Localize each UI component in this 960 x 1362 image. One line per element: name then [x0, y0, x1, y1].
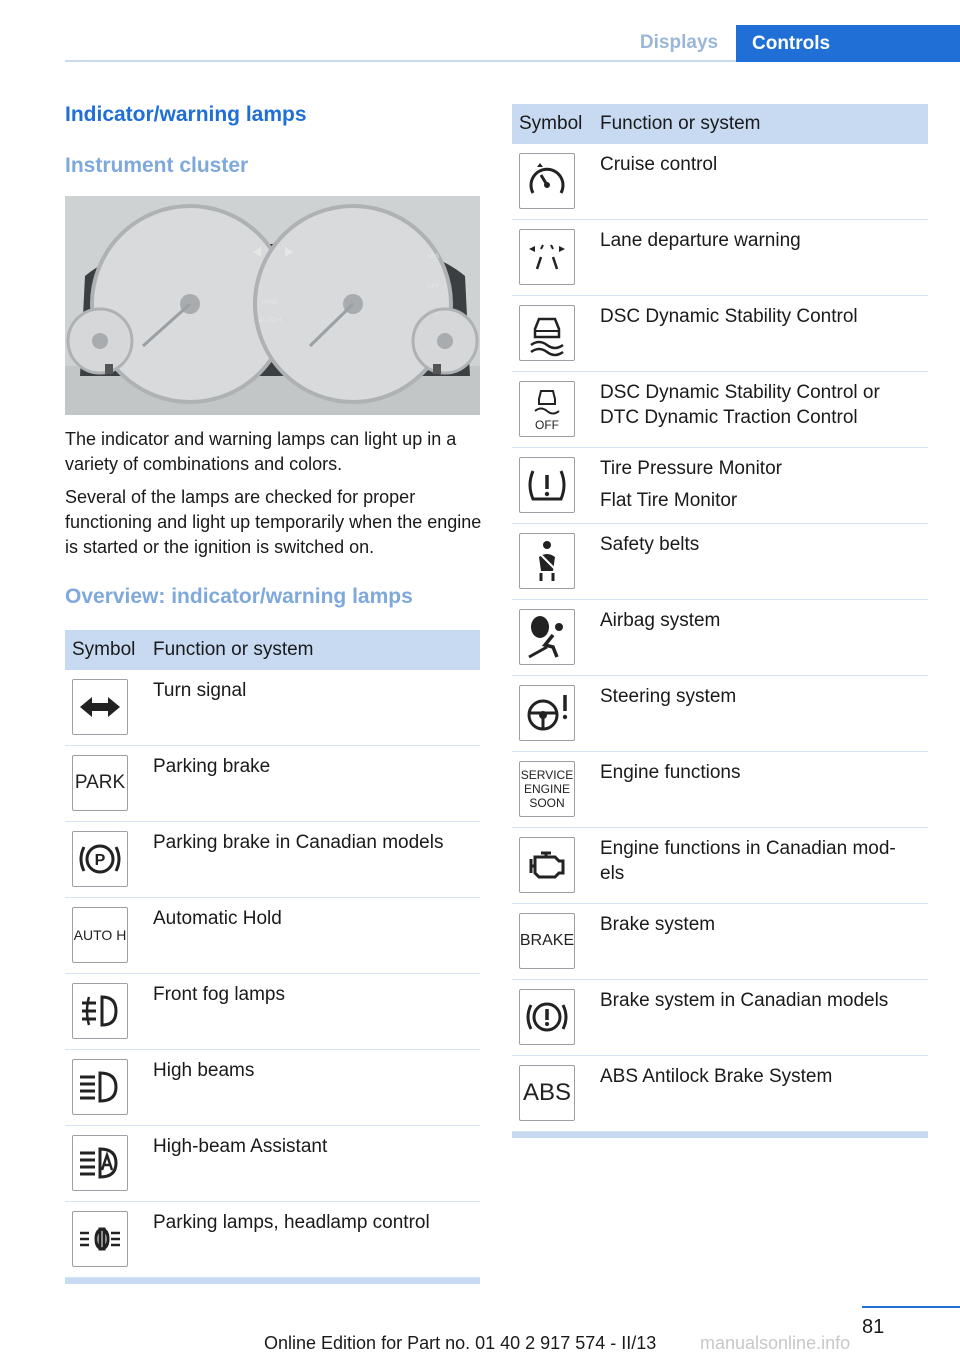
cluster-park-label: PARK — [262, 300, 278, 306]
row-label: High-beam Assistant — [153, 1136, 328, 1157]
tire-pressure-icon — [523, 461, 571, 509]
table-row — [65, 1050, 480, 1126]
row-label: Front fog lamps — [153, 984, 285, 1005]
table-row — [65, 1126, 480, 1202]
front-fog-lamps-icon — [76, 987, 124, 1035]
steering-icon — [523, 689, 571, 737]
row-label: Brake system — [600, 914, 716, 935]
instrument-cluster-image — [65, 196, 480, 415]
row-label: Safety belts — [600, 534, 700, 555]
table-row — [65, 1202, 480, 1278]
paragraph-intro: The indicator and warning lamps can light up in a variety of combinations and colors. — [65, 429, 457, 474]
airbag-icon — [523, 613, 571, 661]
turn-signal-icon — [76, 683, 124, 731]
tab-controls[interactable]: Controls — [736, 25, 960, 62]
edition-note: Online Edition for Part no. 01 40 2 917 574 - II/13 — [264, 1333, 657, 1353]
table-row — [512, 524, 928, 600]
parking-brake-canada-icon — [76, 835, 124, 883]
dsc-off-icon — [523, 385, 571, 433]
row-label: ABS Antilock Brake System — [600, 1066, 833, 1087]
table-row — [65, 746, 480, 822]
auto-hold-icon: AUTO H — [73, 927, 127, 943]
row-label: Lane departure warning — [600, 230, 801, 251]
cluster-auto-h-label: AUTO H — [258, 318, 282, 324]
table-footer-bar — [512, 1132, 928, 1138]
row-label: DSC Dynamic Stability Control or DTC Dynamic Traction Control — [600, 382, 880, 428]
table-row — [512, 980, 928, 1056]
safety-belt-icon — [523, 537, 571, 585]
row-label: Cruise control — [600, 154, 718, 175]
col-symbol-header: Symbol — [519, 113, 583, 134]
indicator-table-right — [512, 104, 928, 1138]
svg-text:P: P — [94, 852, 106, 869]
cluster-off-label: OFF — [427, 284, 439, 290]
dsc-icon — [523, 309, 571, 357]
abs-text-icon: ABS — [522, 1079, 572, 1106]
col-symbol-header: Symbol — [72, 639, 136, 660]
table-row — [512, 448, 928, 524]
row-label: Steering system — [600, 686, 737, 707]
indicator-table-left — [65, 630, 480, 1284]
brake-canada-icon — [523, 993, 571, 1041]
table-row — [65, 822, 480, 898]
high-beam-assistant-icon — [76, 1139, 124, 1187]
table-header — [512, 104, 928, 144]
lane-departure-icon — [523, 233, 571, 281]
table-row — [512, 220, 928, 296]
page-number: 81 — [862, 1316, 885, 1338]
tab-displays[interactable]: Displays — [639, 32, 719, 53]
table-footer-bar — [65, 1278, 480, 1284]
section-title-overview: Overview: indicator/warning lamps — [65, 585, 413, 608]
row-label: Engine functions — [600, 762, 741, 783]
cluster-abs-label: ABS — [427, 254, 440, 260]
table-row — [512, 372, 928, 448]
watermark: manualsonline.info — [700, 1333, 851, 1353]
table-row — [512, 296, 928, 372]
table-row — [512, 904, 928, 980]
table-row — [512, 144, 928, 220]
section-title-instrument-cluster: Instrument cluster — [65, 154, 249, 177]
row-label: Engine functions in Canadian mod-els — [600, 838, 896, 884]
row-label: Airbag system — [600, 610, 721, 631]
high-beams-icon — [76, 1063, 124, 1111]
table-row — [512, 676, 928, 752]
row-label: Parking brake — [153, 756, 271, 777]
service-engine-line-3: SOON — [529, 796, 565, 810]
table-row — [512, 600, 928, 676]
engine-canada-icon — [523, 841, 571, 889]
table-row — [512, 1056, 928, 1132]
table-row — [65, 974, 480, 1050]
table-row — [512, 752, 928, 828]
row-label: Tire Pressure Monitor — [600, 458, 782, 479]
dsc-off-text: OFF — [535, 418, 559, 432]
park-text-icon: PARK — [74, 772, 126, 793]
col-function-header: Function or system — [600, 113, 761, 134]
brake-text-icon: BRAKE — [519, 932, 575, 949]
row-label-secondary: Flat Tire Monitor — [600, 490, 738, 511]
row-label: Brake system in Canadian models — [600, 990, 889, 1011]
parking-lamps-icon — [76, 1215, 124, 1263]
row-label: Parking brake in Canadian models — [153, 832, 444, 853]
table-row — [512, 828, 928, 904]
service-engine-line-2: ENGINE — [523, 782, 570, 796]
row-label: DSC Dynamic Stability Control — [600, 306, 858, 327]
cruise-control-icon — [523, 157, 571, 205]
service-engine-line-1: SERVICE — [520, 768, 574, 782]
service-engine-icon — [519, 761, 575, 817]
table-row — [65, 670, 480, 746]
row-label: Parking lamps, headlamp control — [153, 1212, 430, 1233]
table-header — [65, 630, 480, 670]
page-title: Indicator/warning lamps — [65, 103, 307, 126]
row-label: High beams — [153, 1060, 255, 1081]
col-function-header: Function or system — [153, 639, 314, 660]
row-label: Turn signal — [153, 680, 247, 701]
page-number-rule — [862, 1306, 960, 1308]
instrument-cluster-drawing — [65, 196, 480, 415]
table-row — [65, 898, 480, 974]
paragraph-check: Several of the lamps are checked for proper functioning and light up temporarily when the engine is started or the ignition is switched on. — [65, 487, 482, 557]
row-label: Automatic Hold — [153, 908, 282, 929]
